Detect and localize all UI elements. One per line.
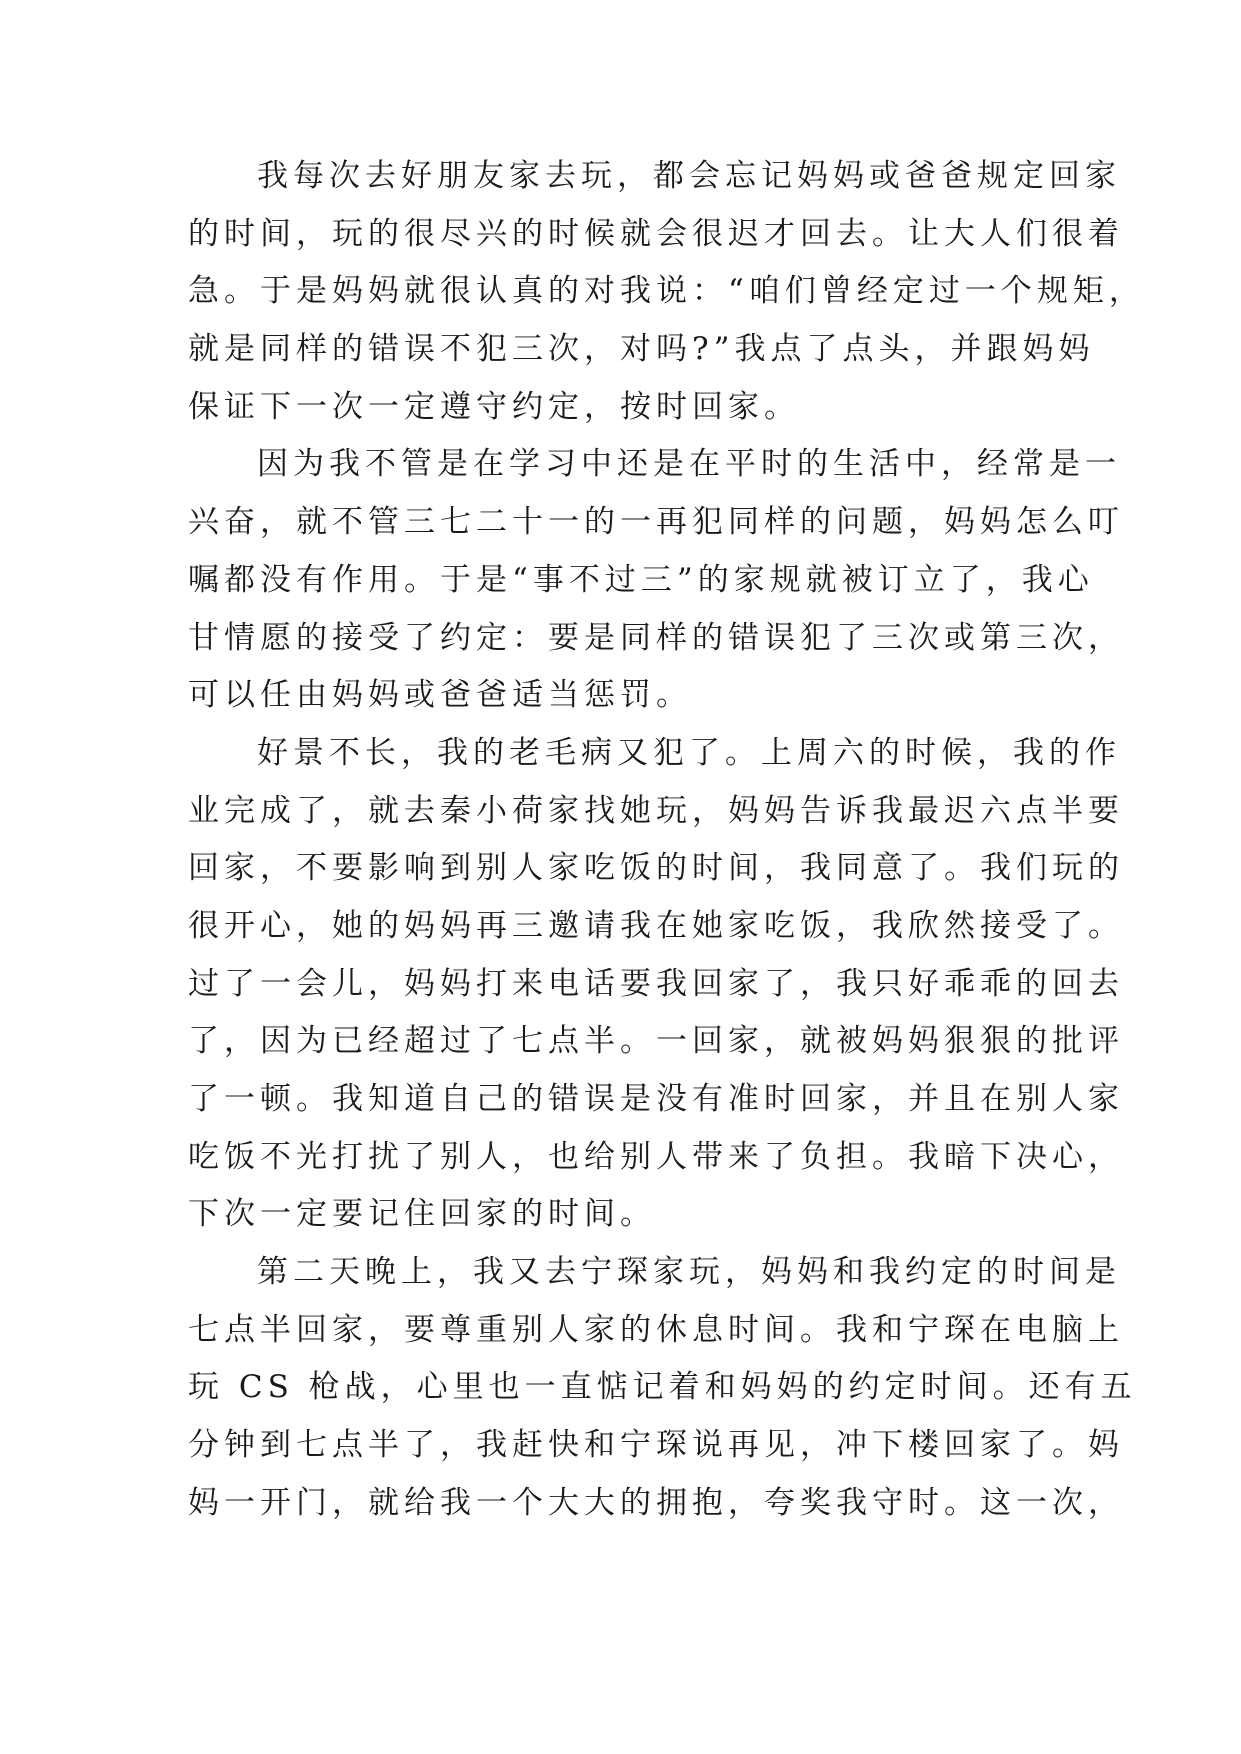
paragraph-3-line-7: 了一顿。我知道自己的错误是没有准时回家，并且在别人家 [188,1081,1124,1117]
paragraph-2-line-4: 甘情愿的接受了约定：要是同样的错误犯了三次或第三次， [188,619,1124,656]
paragraph-2-line-3: 嘱都没有作用。于是“事不过三”的家规就被订立了，我心 [188,561,1094,598]
paragraph-1-line-3: 急。于是妈妈就很认真的对我说：“咱们曾经定过一个规矩， [188,273,1145,310]
paragraph-2-line-5: 可以任由妈妈或爸爸适当惩罚。 [188,677,692,714]
paragraph-3-line-5: 过了一会儿，妈妈打来电话要我回家了，我只好乖乖的回去 [188,965,1124,1002]
paragraph-3-line-1: 好景不长，我的老毛病又犯了。上周六的时候，我的作 [257,734,1121,771]
paragraph-1-line-5: 保证下一次一定遵守约定，按时回家。 [188,388,800,425]
paragraph-4-line-5: 妈一开门，就给我一个大大的拥抱，夸奖我守时。这一次， [188,1484,1124,1521]
paragraph-2-line-1: 因为我不管是在学习中还是在平时的生活中，经常是一 [257,446,1121,483]
paragraph-4-line-2: 七点半回家，要尊重别人家的休息时间。我和宁琛在电脑上 [188,1311,1124,1348]
paragraph-1-line-2: 的时间，玩的很尽兴的时候就会很迟才回去。让大人们很着 [188,215,1124,252]
paragraph-3-line-3: 回家，不要影响到别人家吃饭的时间，我同意了。我们玩的 [188,850,1124,887]
paragraph-1-line-4: 就是同样的错误不犯三次，对吗?”我点了点头，并跟妈妈 [188,331,1095,368]
paragraph-3-line-8: 吃饭不光打扰了别人，也给别人带来了负担。我暗下决心， [188,1138,1124,1175]
paragraph-2-line-2: 兴奋，就不管三七二十一的一再犯同样的问题，妈妈怎么叮 [188,504,1124,541]
paragraph-3-line-2: 业完成了，就去秦小荷家找她玩，妈妈告诉我最迟六点半要 [188,792,1124,829]
document-body [188,148,1145,1533]
paragraph-3-line-6: 了，因为已经超过了七点半。一回家，就被妈妈狠狠的批评 [188,1023,1124,1060]
paragraph-3-line-4: 很开心，她的妈妈再三邀请我在她家吃饭，我欣然接受了。 [188,907,1124,944]
paragraph-3-line-9: 下次一定要记住回家的时间。 [188,1196,656,1233]
paragraph-4-line-1: 第二天晚上，我又去宁琛家玩，妈妈和我约定的时间是 [257,1254,1121,1291]
paragraph-1-line-1: 我每次去好朋友家去玩，都会忘记妈妈或爸爸规定回家 [257,158,1121,194]
paragraph-4-line-4: 分钟到七点半了，我赶快和宁琛说再见，冲下楼回家了。妈 [188,1427,1124,1464]
paragraph-4-line-3: 玩 CS 枪战，心里也一直惦记着和妈妈的约定时间。还有五 [188,1369,1137,1406]
